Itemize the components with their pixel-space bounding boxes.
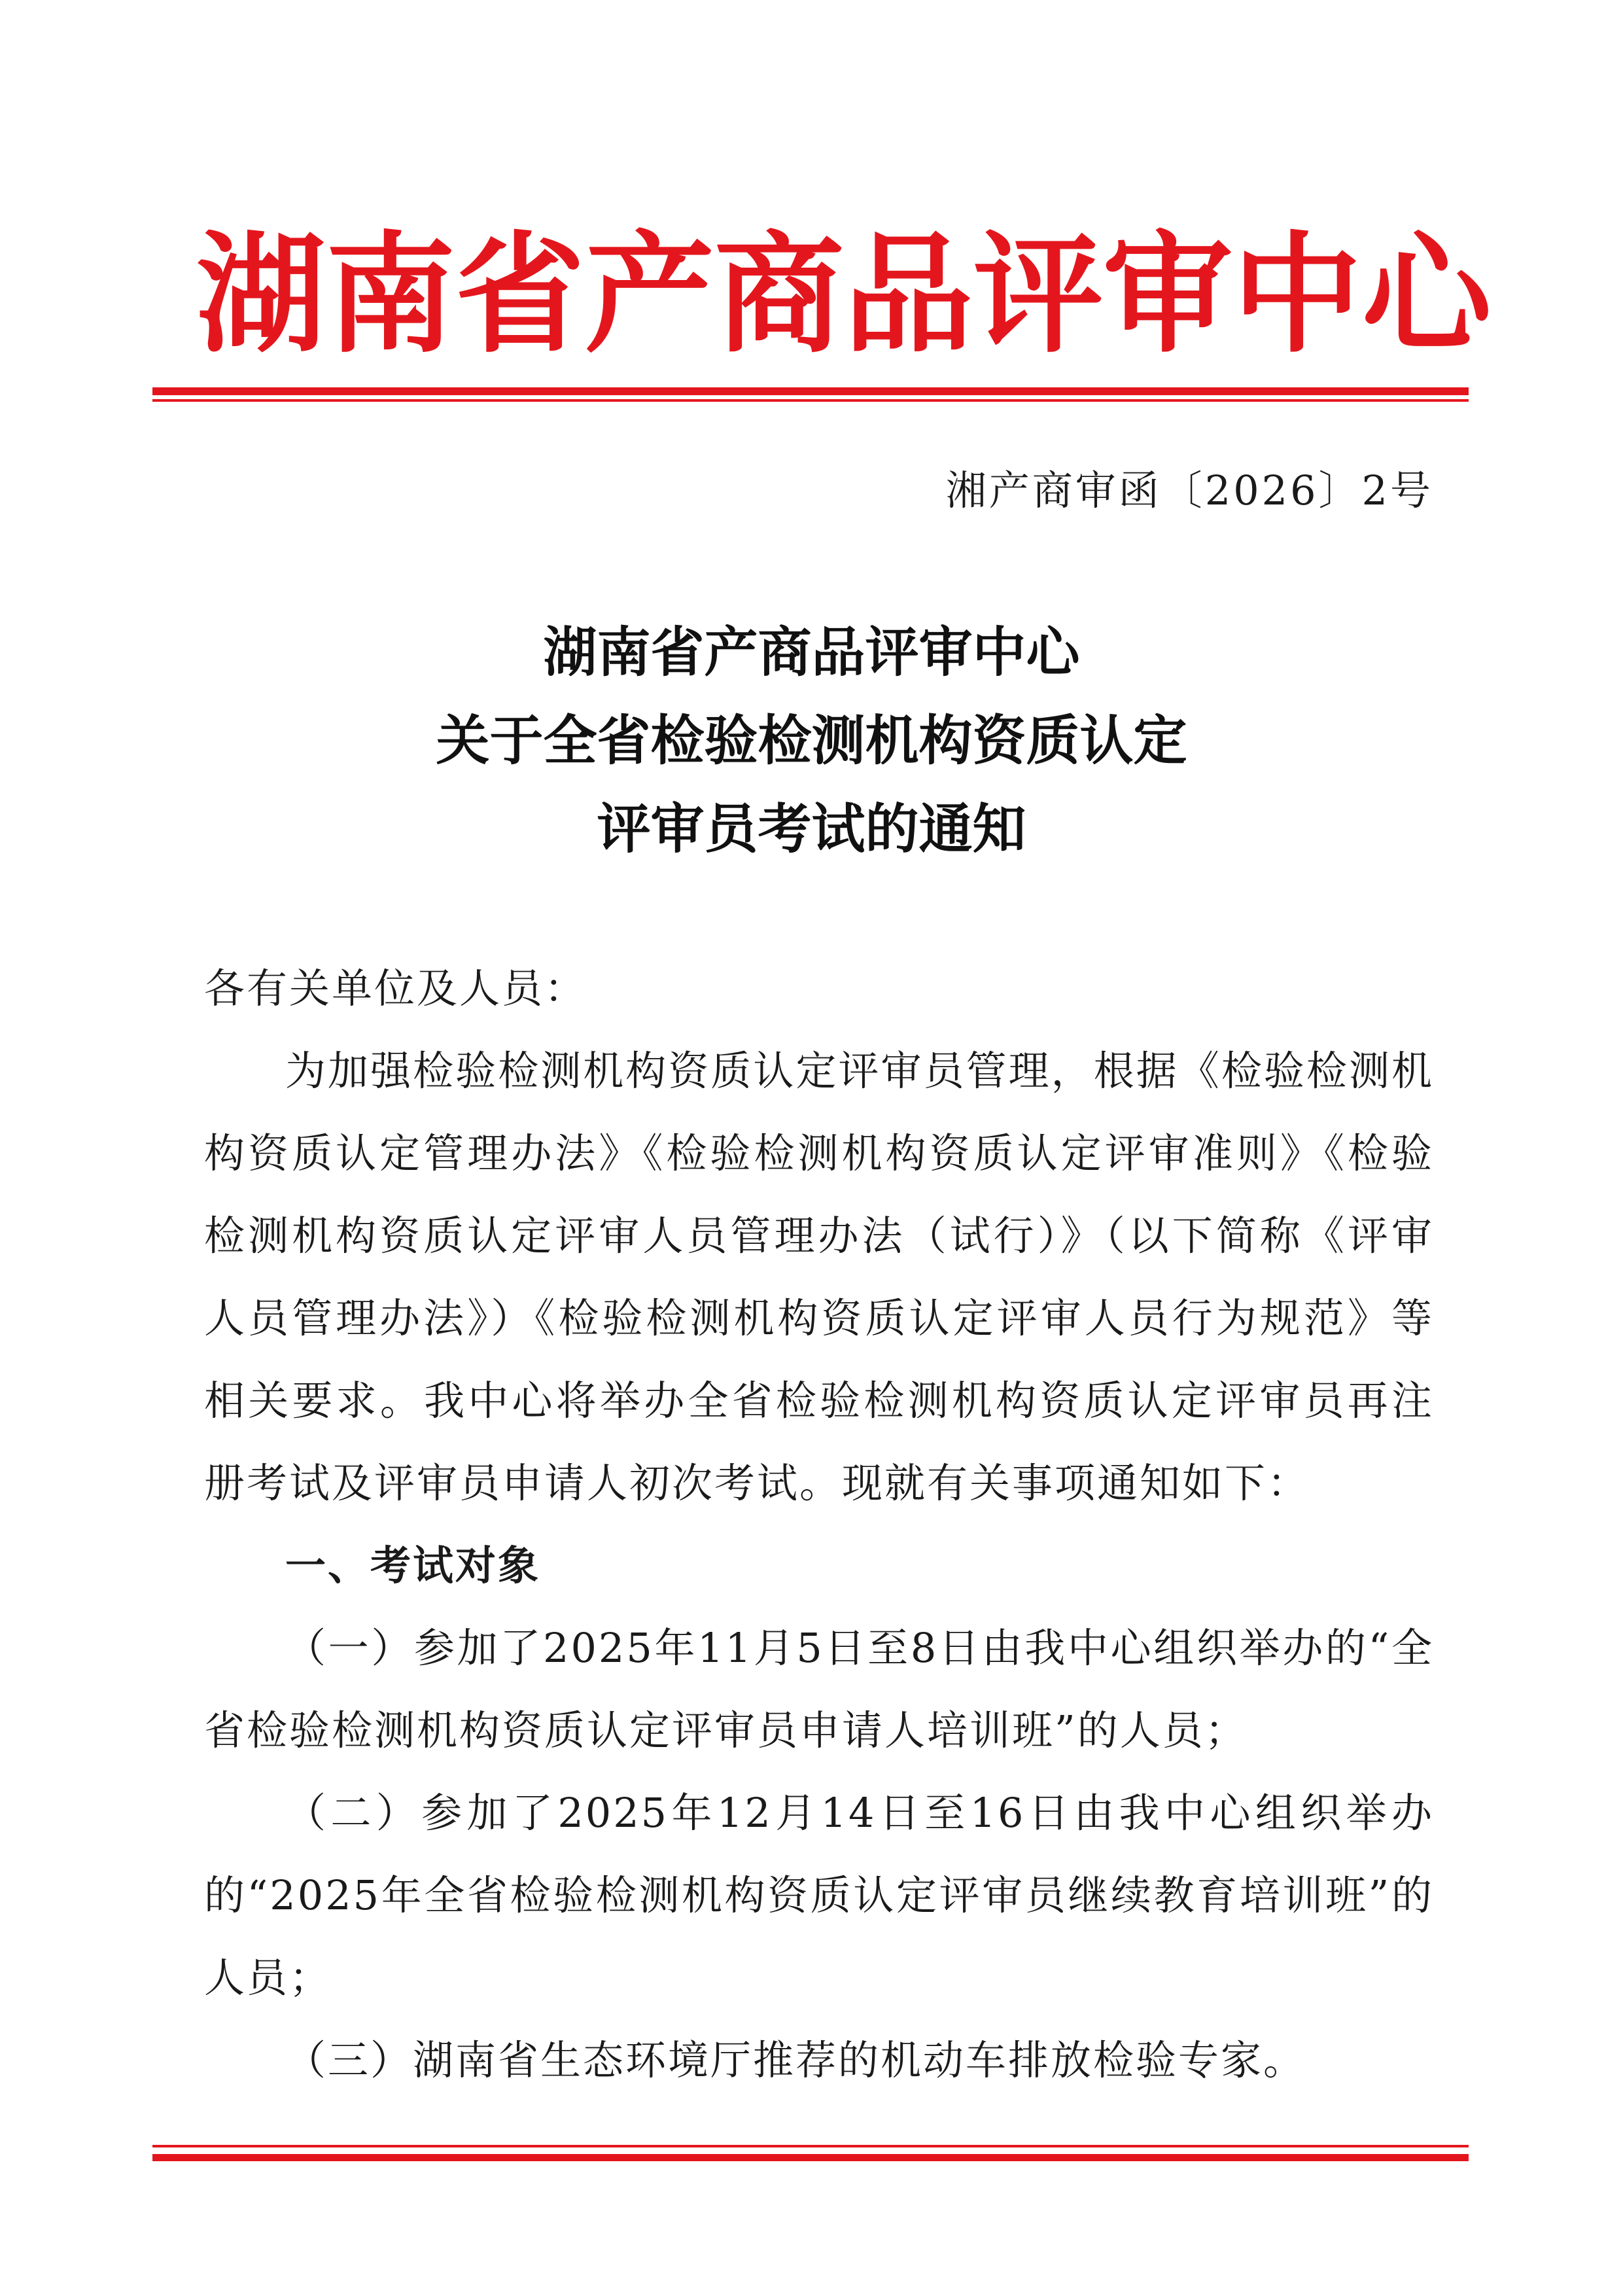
masthead-char: 商 [714,218,844,370]
title-line-3: 评审员考试的通知 [597,798,1026,860]
masthead-char: 省 [455,218,585,370]
header-red-rule-thick [152,387,1469,395]
masthead-char: 心 [1362,218,1492,370]
footer-red-rule-thin [152,2145,1469,2147]
document-number: 湘产商审函〔2026〕2号 [945,467,1433,514]
masthead-char: 品 [844,218,973,370]
masthead-char: 审 [1103,218,1232,370]
masthead-char: 产 [585,218,714,370]
masthead-char: 湖 [196,218,326,370]
item-paragraph: （一）参加了2025年11月5日至8日由我中心组织举办的“全省检验检测机构资质认定评审员申请人培训班”的人员； [204,1624,1434,1754]
item-paragraph: （二）参加了2025年12月14日至16日由我中心组织举办的“2025年全省检验检测机构资质认定评审员继续教育培训班”的人员； [204,1789,1434,2002]
title-line-1: 湖南省产商品评审中心 [543,621,1080,684]
masthead-char: 南 [326,218,455,370]
document-title [0,609,1623,874]
item-paragraph: （三）湖南省生态环境厅推荐的机动车排放检验专家。 [285,2036,1306,2084]
header-red-rule-thin [152,399,1469,402]
title-line-2: 关于全省检验检测机构资质认定 [436,709,1187,772]
masthead-char: 中 [1232,218,1362,370]
footer-red-rule-thick [152,2154,1469,2161]
section-heading: 一、考试对象 [285,1542,541,1589]
masthead-char: 评 [973,218,1103,370]
intro-paragraph: 为加强检验检测机构资质认定评审员管理，根据《检验检测机构资质认定管理办法》《检验检测机构资质认定评审准则》《检验检测机构资质认定评审人员管理办法（试行）》（以下简称《评审人员管理办法》）《检验检测机构资质认定评审人员行为规范》等相关要求。我中心将举办全省检验检测机构资质认定评审员再注册考试及评审员申请人初次考试。现就有关事项通知如下： [204,1047,1434,1507]
document-body [204,947,1434,2102]
salutation: 各有关单位及人员： [204,964,587,1012]
masthead-title [196,216,1492,373]
